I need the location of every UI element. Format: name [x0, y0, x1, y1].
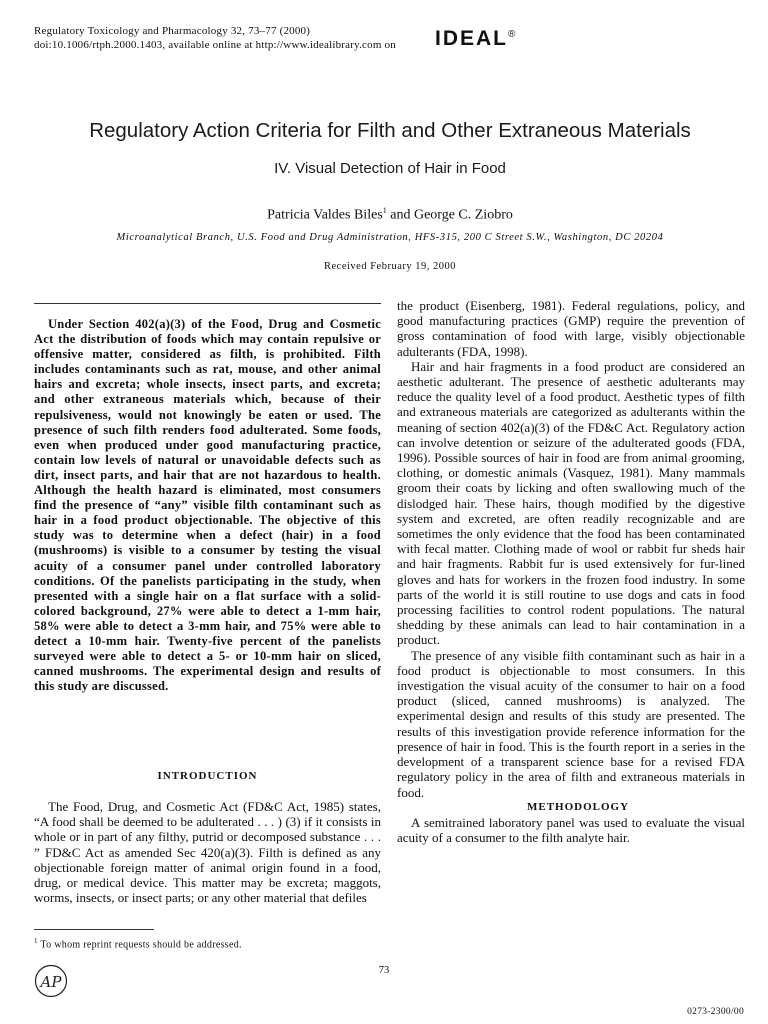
- page-number: 73: [378, 965, 390, 976]
- methodology-heading: METHODOLOGY: [526, 800, 630, 813]
- right-column: [397, 298, 745, 845]
- article-code: 0273-2300/00: [687, 1007, 744, 1017]
- abstract: Under Section 402(a)(3) of the Food, Drug and Cosmetic Act the distribution of foods which may contain repulsive or offensive matter, considered as filth, is prohibited. Filth includes contaminants such as rat, mouse, and other animal hairs and excreta; whole insects, insect parts, and excreta; and other extraneous materials which, because of their repulsiveness, would not knowingly be eaten or used. The presence of such filth renders food adulterated. Some foods, even when produced under good manufacturing practice, contain low levels of natural or unavoidable defects such as dirt, insect parts, and hair that are not hazardous to health. Although the health hazard is eliminated, most consumers find the presence of “any” visible filth contaminant such as hair in a food product objectionable. The objective of this study was to determine when a defect (hair) in a food (mushrooms) is visible to a consumer by testing the visual acuity of a consumer panel under controlled laboratory conditions. Of the panelists participating in the study, when presented with a single hair on a flat surface with a solid-colored background, 27% were able to detect a 1-mm hair, 58% were able to detect a 3-mm hair, and 75% were able to detect a 10-mm hair. Twenty-five percent of the panelists surveyed were able to detect a 5- or 10-mm hair on sliced, canned mushrooms. The experimental design and results of this study are discussed.: [34, 317, 381, 694]
- abstract-rule: [34, 303, 381, 304]
- authors: [20, 206, 760, 224]
- paragraph: the product (Eisenberg, 1981). Federal regulations, policy, and good manufacturing practices (GMP) require the prevention of gross contamination of food with large, visibly objectionable adulterants (FDA, 1998).: [397, 298, 745, 359]
- paragraph: A semitrained laboratory panel was used to evaluate the visual acuity of a consumer to the filth analyte hair.: [397, 814, 745, 846]
- author-footnote-mark: 1: [382, 206, 387, 215]
- paragraph: Hair and hair fragments in a food product are considered an aesthetic adulterant. The presence of aesthetic adulterants may reduce the quality level of a food product. Aesthetic types of filth and extraneous materials are categorized as adulterants within the meaning of section 402(a)(3) of the FD&C Act. Regulatory action can involve detention or seizure of the adulterated goods (FDA, 1996). Possible sources of hair in food are from animal grooming, clothing, or domestic animals (Vasquez, 1981). Many mammals groom their coats by licking and often swallowing much of the dislodged hair. These hairs, though modified by the digestive system and excreted, are often readily recognizable and are sometimes the only evidence that the food has been contaminated with fecal matter. Clothing made of wool or rabbit fur sheds hair and hair fragments. Rabbit fur is used extensively for fur-lined gloves and hats for workers in the frozen food industry. In some parts of the world it is still routine to use dogs and cats in food processing facilities to control rodent populations. The natural shedding by these animals can lead to hair contamination in a product.: [397, 358, 745, 648]
- received-date: Received February 19, 2000: [324, 261, 456, 272]
- paragraph: The presence of any visible filth contaminant such as hair in a food product is objectionable to most consumers. In this investigation the visual acuity of the consumer to hair on a food product (sliced, canned mushrooms) is analyzed. The experimental design and results of this study are presented. The results of this investigation provide reference information for the presence of hair in food. This is the fourth report in a series in the development of a transparent science base for a revised FDA regulatory policy in the area of filth and extraneous materials in food.: [397, 647, 745, 800]
- author-2: and George C. Ziobro: [386, 207, 513, 223]
- footnote: $^1$ To whom reprint requests should be addressed.: [34, 937, 242, 951]
- article-subtitle: IV. Visual Detection of Hair in Food: [274, 160, 506, 177]
- article-title: Regulatory Action Criteria for Filth and Other Extraneous Materials: [89, 119, 691, 142]
- introduction-heading: INTRODUCTION: [157, 770, 258, 782]
- affiliation: Microanalytical Branch, U.S. Food and Drug Administration, HFS-315, 200 C Street S.W., Washington, DC 20204: [116, 232, 664, 243]
- doi-line: doi:10.1006/rtph.2000.1403, available online at http://www.idealibrary.com on: [34, 39, 396, 51]
- publisher-logo-text: AP: [40, 973, 62, 991]
- ideal-logo: IDEAL®: [435, 27, 516, 50]
- journal-citation: Regulatory Toxicology and Pharmacology 32, 73–77 (2000): [34, 25, 311, 37]
- author-1: Patricia Valdes Biles: [267, 207, 383, 223]
- publisher-logo: [34, 964, 68, 998]
- footnote-rule: [34, 929, 154, 930]
- introduction-text: The Food, Drug, and Cosmetic Act (FD&C Act, 1985) states, “A food shall be deemed to be adulterated . . . ) (3) if it consists in whole or in part of any filthy, putrid or decomposed substance . . . ” FD&C Act as amended Sec 420(a)(3). Filth is defined as any objectionable foreign matter of animal origin found in a food, drug, or medical device. This matter may be excreta; maggots, worms, insects, or insect parts; or any other material that defiles: [34, 799, 381, 906]
